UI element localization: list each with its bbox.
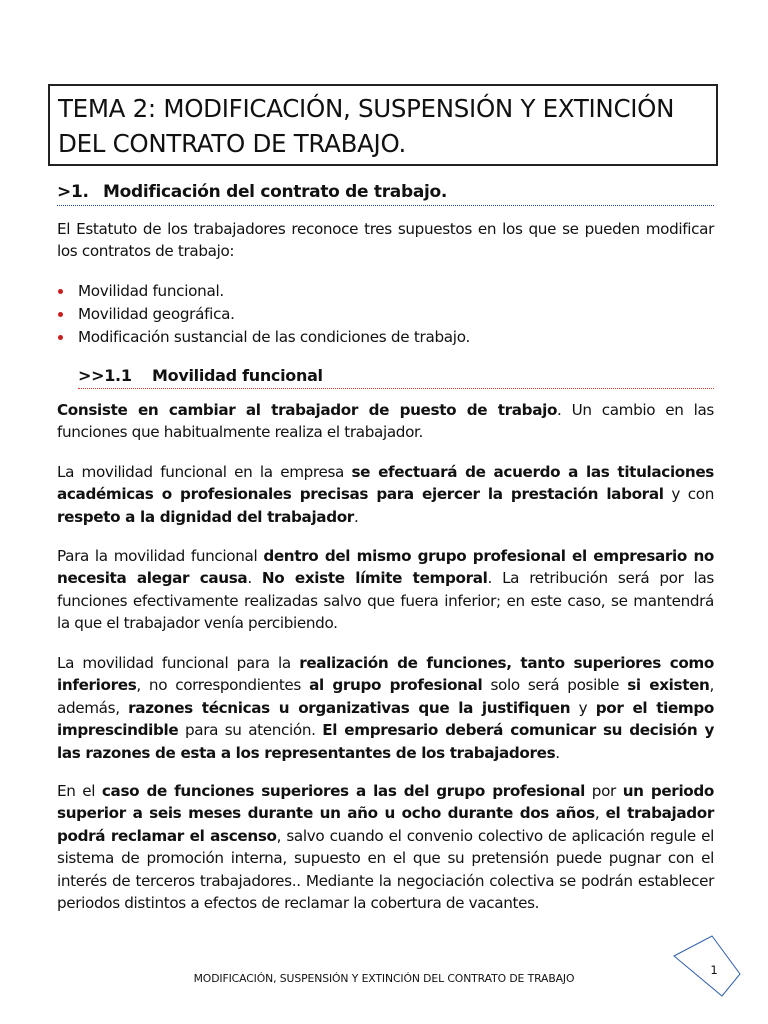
subsection-title: Movilidad funcional — [152, 366, 323, 385]
bold-text: por el tiempo imprescindible — [57, 698, 714, 740]
page-number: 1 — [710, 963, 718, 977]
bullet-icon — [58, 335, 63, 340]
text: , además, — [57, 676, 715, 717]
text: por — [585, 782, 623, 800]
text: solo será posible — [482, 676, 628, 695]
chapter-title-box — [48, 84, 718, 166]
paragraph-4 — [57, 652, 714, 764]
bold-text: No existe límite temporal — [261, 569, 488, 588]
intro-paragraph: El Estatuto de los trabajadores reconoce tres supuestos en los que se pueden modificar los contratos de trabajo: — [57, 220, 714, 261]
bullet-list — [57, 280, 697, 349]
bullet-icon — [58, 312, 63, 317]
text: Para la movilidad funcional — [57, 547, 264, 565]
text: En el — [57, 782, 102, 800]
paragraph-2 — [57, 461, 714, 528]
text: , salvo cuando el convenio colectivo de aplicación regule el sistema de promoción interna, supuesto en el que su pretensión puede pugnar con el interés de terceros trabajadores.. Mediante la negociación colectiva se podrán establecer periodos distintos a efectos de reclamar la cobertura de vacantes. — [57, 826, 714, 913]
bullet-icon — [58, 289, 63, 294]
text: La movilidad funcional para la — [57, 654, 300, 672]
text: y con — [663, 485, 714, 504]
text: y — [570, 698, 596, 717]
bold-text: caso de funciones superiores a las del grupo profesional — [101, 782, 586, 800]
list-item — [57, 326, 697, 349]
text: La movilidad funcional en la empresa — [57, 463, 352, 481]
section-title: Modificación del contrato de trabajo. — [103, 182, 448, 202]
bold-text: El empresario deberá comunicar su decisión y las razones de esta a los representantes de los trabajadores — [57, 721, 715, 762]
bold-text: si existen — [627, 676, 710, 695]
list-item — [57, 280, 697, 303]
bold-text: al grupo profesional — [309, 676, 483, 695]
text: . — [555, 743, 560, 762]
bold-text: respeto a la dignidad del trabajador — [57, 507, 354, 526]
subsection-heading-1-1 — [78, 365, 714, 389]
section-heading-1 — [57, 180, 714, 206]
bold-text: Consiste en cambiar al trabajador de puesto de trabajo — [57, 401, 558, 419]
paragraph-5 — [57, 780, 714, 914]
bold-text: realización de funciones, tanto superiores como inferiores — [57, 654, 714, 695]
page-footer: MODIFICACIÓN, SUSPENSIÓN Y EXTINCIÓN DEL CONTRATO DE TRABAJO — [193, 972, 575, 985]
text: , — [594, 804, 606, 823]
paragraph-3 — [57, 545, 714, 635]
chapter-title-line-2: DEL CONTRATO DE TRABAJO. — [58, 129, 406, 158]
bold-text: razones técnicas u organizativas que la justifiquen — [128, 698, 571, 717]
text: . La retribución será por las funciones efectivamente realizadas salvo que fuera inferior; en este caso, se mantendrá la que el trabajador venía percibiendo. — [57, 569, 714, 633]
chapter-title-line-1: TEMA 2: MODIFICACIÓN, SUSPENSIÓN Y EXTINCIÓN — [58, 94, 675, 123]
text: para su atención. — [178, 721, 323, 740]
subsection-number: >>1.1 — [78, 366, 132, 385]
text: . — [353, 507, 359, 526]
list-item-text: Movilidad funcional. — [78, 282, 224, 300]
list-item — [57, 303, 697, 326]
bold-text: se efectuará de acuerdo a las titulaciones académicas o profesionales precisas para ejercer la prestación laboral — [57, 463, 714, 504]
text: . — [247, 569, 262, 588]
section-number: >1. — [57, 182, 89, 202]
text: . Un cambio en las funciones que habitualmente realiza el trabajador. — [57, 401, 714, 442]
bold-text: el trabajador podrá reclamar el ascenso — [57, 804, 714, 845]
text: , no correspondientes — [136, 676, 310, 695]
list-item-text: Movilidad geográfica. — [78, 305, 235, 323]
bold-text: un periodo superior a seis meses durante un año u ocho durante dos años — [57, 782, 714, 823]
paragraph-1 — [57, 399, 714, 444]
list-item-text: Modificación sustancial de las condiciones de trabajo. — [78, 328, 470, 346]
bold-text: dentro del mismo grupo profesional el empresario no necesita alegar causa — [57, 547, 714, 588]
